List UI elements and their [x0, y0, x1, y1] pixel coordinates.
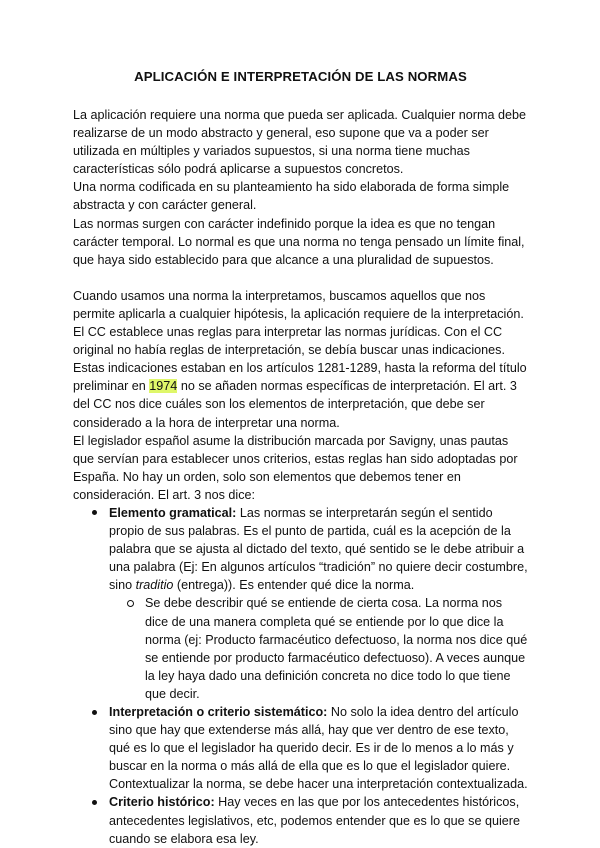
- page-title: APLICACIÓN E INTERPRETACIÓN DE LAS NORMAS: [134, 69, 467, 84]
- sub-list-item: Se debe describir qué se entiende de cierta cosa. La norma nos dice de una manera completa qué se entiende por lo que dice la norma (ej: Producto farmacéutico defectuoso, la norma nos dice qué se entiende por producto farmacéutico defectuoso). A veces aunque la ley haya dado una definición concreta no dice todo lo que tiene que decir.: [145, 594, 528, 703]
- italic-term: traditio: [135, 578, 174, 593]
- term-label: Elemento gramatical:: [109, 505, 237, 520]
- sub-list: [109, 594, 528, 703]
- paragraph-aplicacion-3: Las normas surgen con carácter indefinido porque la idea es que no tengan carácter temporal. Lo normal es que una norma no tenga pensado un límite final, que haya sido establecido para que alcance a una pluralidad de supuestos.: [73, 216, 525, 267]
- item-text: No solo la idea dentro del artículo sino que hay que extenderse más allá, hay que ver dentro de ese texto, qué es lo que el legislador ha querido decir. Es ir de lo menos a lo más y buscar en la norma o más allá de ella que es lo que el legislador quiere. Contextualizar la norma, se debe hacer una interpretación contextualizada.: [109, 705, 528, 792]
- paragraph-interpretacion-3: El legislador español asume la distribución marcada por Savigny, unas pautas que servían para establecer unos criterios, estas reglas han sido adoptadas por España. No hay un orden, solo son elementos que debemos tener en consideración. El art. 3 nos dice:: [73, 433, 518, 502]
- highlighted-year: 1974: [149, 379, 178, 394]
- item-text: (entrega)). Es entender qué dice la norma.: [173, 578, 415, 593]
- text-segment: no se añaden normas específicas de interpretación. El art. 3 del CC nos dice cuáles son los elementos de interpretación, que debe ser considerado a la hora de interpretar una norma.: [73, 379, 517, 430]
- list-item-criterio-sistematico: [109, 703, 528, 793]
- term-label: Interpretación o criterio sistemático:: [109, 705, 328, 719]
- document-page: [73, 68, 528, 848]
- item-text: Hay veces en las que por los antecedentes históricos, antecedentes legislativos, etc, podemos entender que es lo que se quiere cuando se elabora esa ley.: [109, 795, 520, 846]
- paragraph-spacer: [73, 269, 528, 287]
- paragraph-aplicacion-2: Una norma codificada en su planteamiento ha sido elaborada de forma simple abstracta y con carácter general.: [73, 180, 510, 213]
- list-item-criterio-historico: [109, 793, 528, 847]
- list-item-elemento-gramatical: [109, 504, 528, 703]
- paragraph-aplicacion-1: La aplicación requiere una norma que pueda ser aplicada. Cualquier norma debe realizarse de un modo abstracto y general, eso supone que va a poder ser utilizada en múltiples y variados supuestos, si una norma tiene muchas características sólo podrá aplicarse a supuestos concretos.: [73, 108, 526, 177]
- text-segment: El CC establece unas reglas para interpretar las normas jurídicas. Con el CC original no había reglas de interpretación, se debía buscar unas indicaciones. Estas indicaciones estaban en los artículos 1281-1289, hasta la reforma del título preliminar en: [73, 325, 527, 394]
- item-text: Las normas se interpretarán según el sentido propio de sus palabras. Es el punto de partida, cuál es la acepción de la palabra que se ajusta al dictado del texto, qué sentido se le debe atribuir a una palabra (Ej: En algunos artículos “tradición” no quiere decir costumbre, sino: [109, 505, 528, 593]
- paragraph-interpretacion-2: [73, 323, 528, 432]
- interpretation-elements-list: [73, 504, 528, 848]
- paragraph-interpretacion-1: Cuando usamos una norma la interpretamos, buscamos aquellos que nos permite aplicarla a cualquier hipótesis, la aplicación requiere de la interpretación.: [73, 288, 524, 321]
- term-label: Criterio histórico:: [109, 795, 215, 810]
